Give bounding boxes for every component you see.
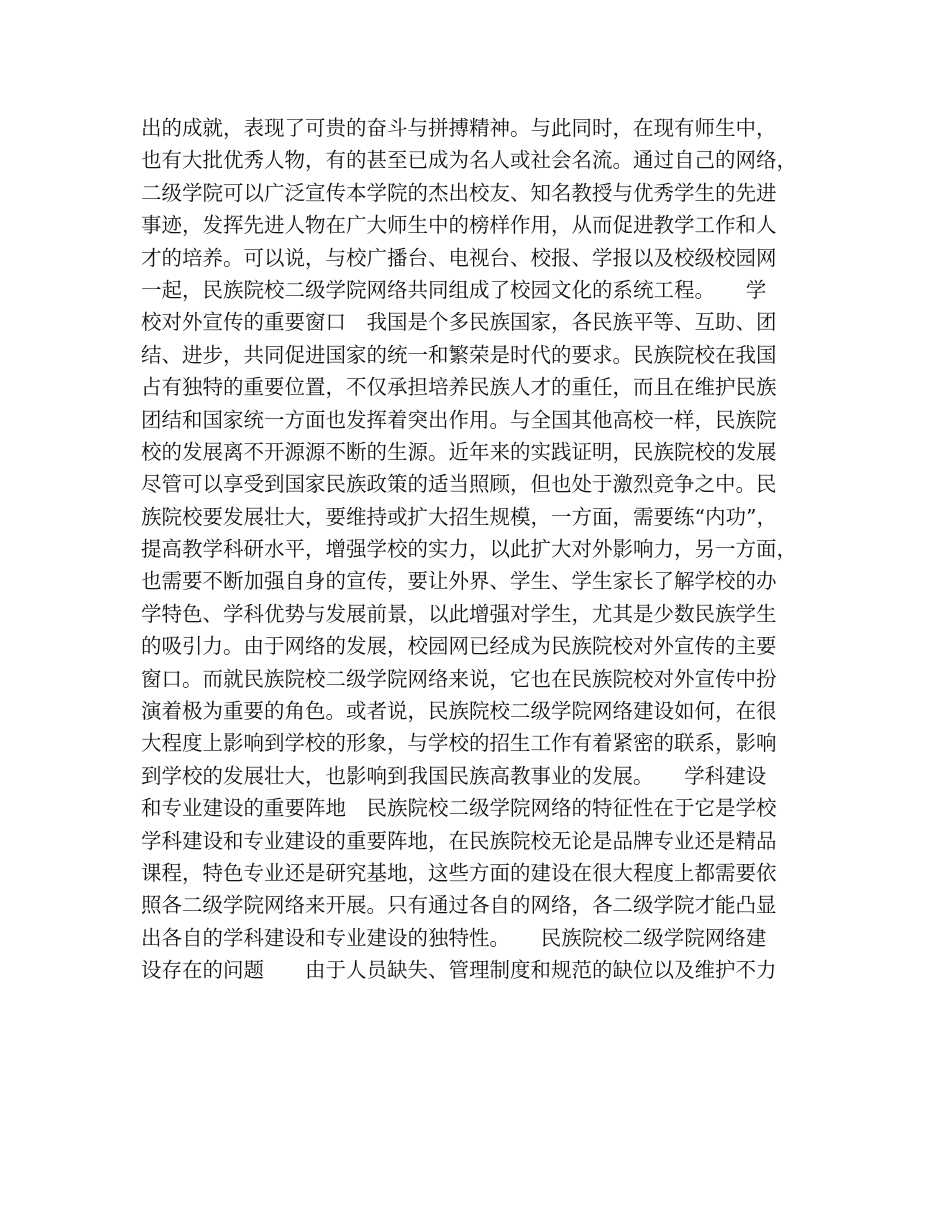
- text-line: 族院校要发展壮大，要维持或扩大招生规模，一方面，需要练“内功”，: [141, 504, 777, 529]
- text-line: 也有大批优秀人物，有的甚至已成为名人或社会名流。通过自己的网络，: [141, 148, 797, 173]
- text-line: 的吸引力。由于网络的发展，校园网已经成为民族院校对外宣传的主要: [141, 634, 777, 659]
- text-line: 学科建设和专业建设的重要阵地，在民族院校无论是品牌专业还是精品: [141, 828, 777, 853]
- text-line: 事迹，发挥先进人物在广大师生中的榜样作用，从而促进教学工作和人: [141, 213, 777, 238]
- text-line: 出各自的学科建设和专业建设的独特性。 民族院校二级学院网络建: [141, 925, 767, 950]
- text-line: 校对外宣传的重要窗口 我国是个多民族国家，各民族平等、互助、团: [141, 310, 777, 335]
- text-line: 结、进步，共同促进国家的统一和繁荣是时代的要求。民族院校在我国: [141, 342, 777, 367]
- text-line: 一起，民族院校二级学院网络共同组成了校园文化的系统工程。 学: [141, 277, 767, 302]
- text-line: 学特色、学科优势与发展前景，以此增强对学生，尤其是少数民族学生: [141, 601, 777, 626]
- text-line: 照各二级学院网络来开展。只有通过各自的网络，各二级学院才能凸显: [141, 893, 777, 918]
- text-line: 才的培养。可以说，与校广播台、电视台、校报、学报以及校级校园网: [141, 245, 777, 270]
- text-line: 出的成就，表现了可贵的奋斗与拼搏精神。与此同时，在现有师生中，: [141, 116, 777, 140]
- body-text: [141, 112, 821, 987]
- text-line: 占有独特的重要位置，不仅承担培养民族人才的重任，而且在维护民族: [141, 375, 777, 400]
- text-line: 窗口。而就民族院校二级学院网络来说，它也在民族院校对外宣传中扮: [141, 666, 777, 691]
- text-line: 课程，特色专业还是研究基地，这些方面的建设在很大程度上都需要依: [141, 860, 777, 885]
- text-line: 提高教学科研水平，增强学校的实力，以此扩大对外影响力，另一方面，: [141, 537, 797, 562]
- text-line: 设存在的问题 由于人员缺失、管理制度和规范的缺位以及维护不力: [141, 958, 777, 983]
- text-line: 尽管可以享受到国家民族政策的适当照顾，但也处于激烈竞争之中。民: [141, 472, 777, 497]
- text-line: 到学校的发展壮大，也影响到我国民族高教事业的发展。 学科建设: [141, 763, 767, 788]
- text-line: 团结和国家统一方面也发挥着突出作用。与全国其他高校一样，民族院: [141, 407, 777, 432]
- text-line: 校的发展离不开源源不断的生源。近年来的实践证明，民族院校的发展: [141, 439, 777, 464]
- text-line: 大程度上影响到学校的形象，与学校的招生工作有着紧密的联系，影响: [141, 731, 777, 756]
- text-line: 演着极为重要的角色。或者说，民族院校二级学院网络建设如何，在很: [141, 699, 777, 724]
- text-line: 也需要不断加强自身的宣传，要让外界、学生、学生家长了解学校的办: [141, 569, 777, 594]
- text-line: 和专业建设的重要阵地 民族院校二级学院网络的特征性在于它是学校: [141, 796, 777, 821]
- text-line: 二级学院可以广泛宣传本学院的杰出校友、知名教授与优秀学生的先进: [141, 180, 777, 205]
